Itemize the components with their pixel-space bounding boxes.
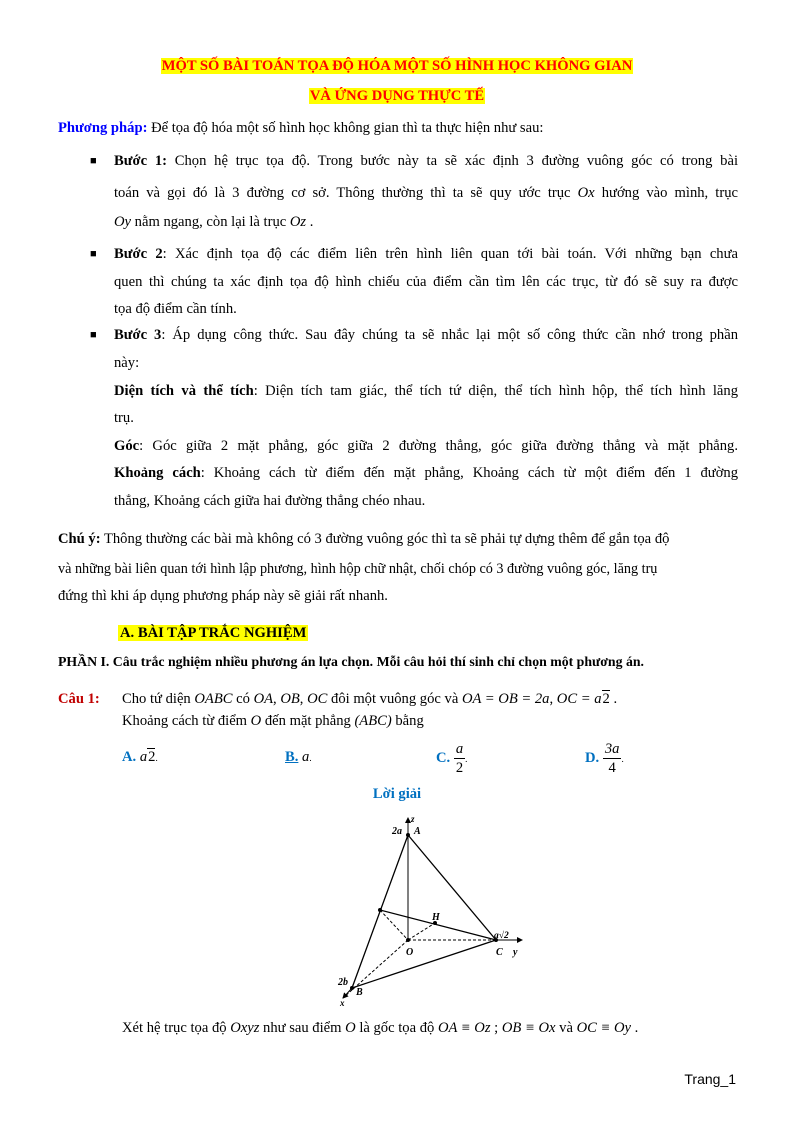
distance-line: Khoảng cách: Khoảng cách từ điểm đến mặt phẳng, Khoảng cách từ một điểm đến 1 đường [114, 465, 738, 481]
solution-title: Lời giải [372, 786, 422, 802]
step1-line3: Oy nằm ngang, còn lại là trục Oz . [114, 214, 314, 230]
area-volume-line2: trụ. [114, 410, 134, 426]
option-c[interactable]: C. $\frac{a}{2}$ . [436, 741, 468, 776]
doc-title-line1: MỘT SỐ BÀI TOÁN TỌA ĐỘ HÓA MỘT SỐ HÌNH HỌC KHÔNG GIAN [161, 58, 633, 74]
area-volume-line: Diện tích và thể tích: Diện tích tam giác, thể tích tứ diện, thể tích hình hộp, thể tích hình lăng [114, 383, 738, 399]
point-o [406, 938, 410, 942]
edge-bc [352, 940, 496, 988]
label-a: A [414, 826, 421, 837]
label-2a: 2a [392, 826, 402, 837]
note-line3: đứng thì khi áp dụng phương pháp này sẽ giải rất nhanh. [58, 588, 388, 604]
point-k [378, 908, 382, 912]
step2-line1: Bước 2: Xác định tọa độ các điểm liên trên hình liên quan tới bài toán. Với những bạn chưa [114, 246, 738, 262]
label-o: O [406, 947, 414, 958]
label-a-root2: a√2 [494, 931, 509, 941]
option-d[interactable]: D. $\frac{3a}{4}$ . [585, 741, 624, 776]
step3-line1: Bước 3: Áp dụng công thức. Sau đây chúng ta sẽ nhắc lại một số công thức cần nhớ trong phần [114, 327, 738, 343]
label-y: y [513, 947, 518, 958]
point-b [350, 986, 354, 990]
question-label: Câu 1: [58, 691, 100, 707]
point-a [406, 833, 410, 837]
section-heading: A. BÀI TẬP TRẮC NGHIỆM [120, 625, 307, 641]
step1-line2: toán và gọi đó là 3 đường cơ sở. Thông thường thì ta sẽ quy ước trục Ox hướng vào mình, trục [114, 185, 738, 201]
question-text-line1: Cho tứ diện OABC có OA, OB, OC đôi một vuông góc và OA = OB = 2a, OC = a2 . [122, 691, 618, 707]
tetrahedron-figure [330, 810, 550, 1010]
edge-ac [408, 835, 496, 940]
distance-line2: thẳng, Khoảng cách giữa hai đường thẳng chéo nhau. [114, 493, 426, 509]
label-x: x [340, 998, 345, 1008]
page-number: Trang_1 [684, 1071, 736, 1087]
bullet-icon: ■ [90, 155, 97, 167]
bullet-icon: ■ [90, 248, 97, 260]
label-h: H [432, 912, 440, 923]
doc-title-line2: VÀ ỨNG DỤNG THỰC TẾ [309, 88, 485, 104]
step1-line1: Bước 1: Chọn hệ trục tọa độ. Trong bước này ta sẽ xác định 3 đường vuông góc có trong bài [114, 153, 738, 169]
segment-oh [408, 923, 435, 940]
method-paragraph: Phương pháp: Để tọa độ hóa một số hình học không gian thì ta thực hiện như sau: [58, 120, 544, 136]
option-b[interactable]: B. a. [285, 749, 312, 765]
label-z: z [411, 814, 415, 824]
option-a[interactable]: A. a2. [122, 749, 158, 765]
note-line1: Chú ý: Thông thường các bài mà không có 3 đường vuông góc thì ta sẽ phải tự dựng thêm để gắn tọa độ [58, 531, 670, 547]
segment-ko [380, 910, 408, 940]
label-2b: 2b [338, 977, 348, 988]
label-b: B [356, 987, 363, 998]
solution-text: Xét hệ trục tọa độ Oxyz như sau điểm O là gốc tọa độ OA ≡ Oz ; OB ≡ Ox và OC ≡ Oy . [122, 1020, 639, 1036]
note-line2: và những bài liên quan tới hình lập phương, hình hộp chữ nhật, chối chóp có 3 đường vuông góc, lăng trụ [58, 561, 658, 577]
step2-line3: tọa độ điểm cần tính. [114, 301, 237, 317]
step2-line2: quen thì chúng ta xác định tọa độ hình chiếu của điểm cần tìm lên các trục, từ đó sẽ suy ra được [114, 274, 738, 290]
label-c: C [496, 947, 503, 958]
x-axis [343, 988, 352, 998]
question-text-line2: Khoảng cách từ điểm O đến mặt phẳng (ABC) bằng [122, 713, 424, 729]
step3-line2: này: [114, 355, 140, 371]
part1-heading: PHẦN I. Câu trắc nghiệm nhiều phương án lựa chọn. Mỗi câu hỏi thí sinh chỉ chọn một phương án. [58, 654, 644, 669]
angle-line: Góc: Góc giữa 2 mặt phẳng, góc giữa 2 đường thẳng, góc giữa đường thẳng và mặt phẳng. [114, 438, 738, 454]
bullet-icon: ■ [90, 329, 97, 341]
